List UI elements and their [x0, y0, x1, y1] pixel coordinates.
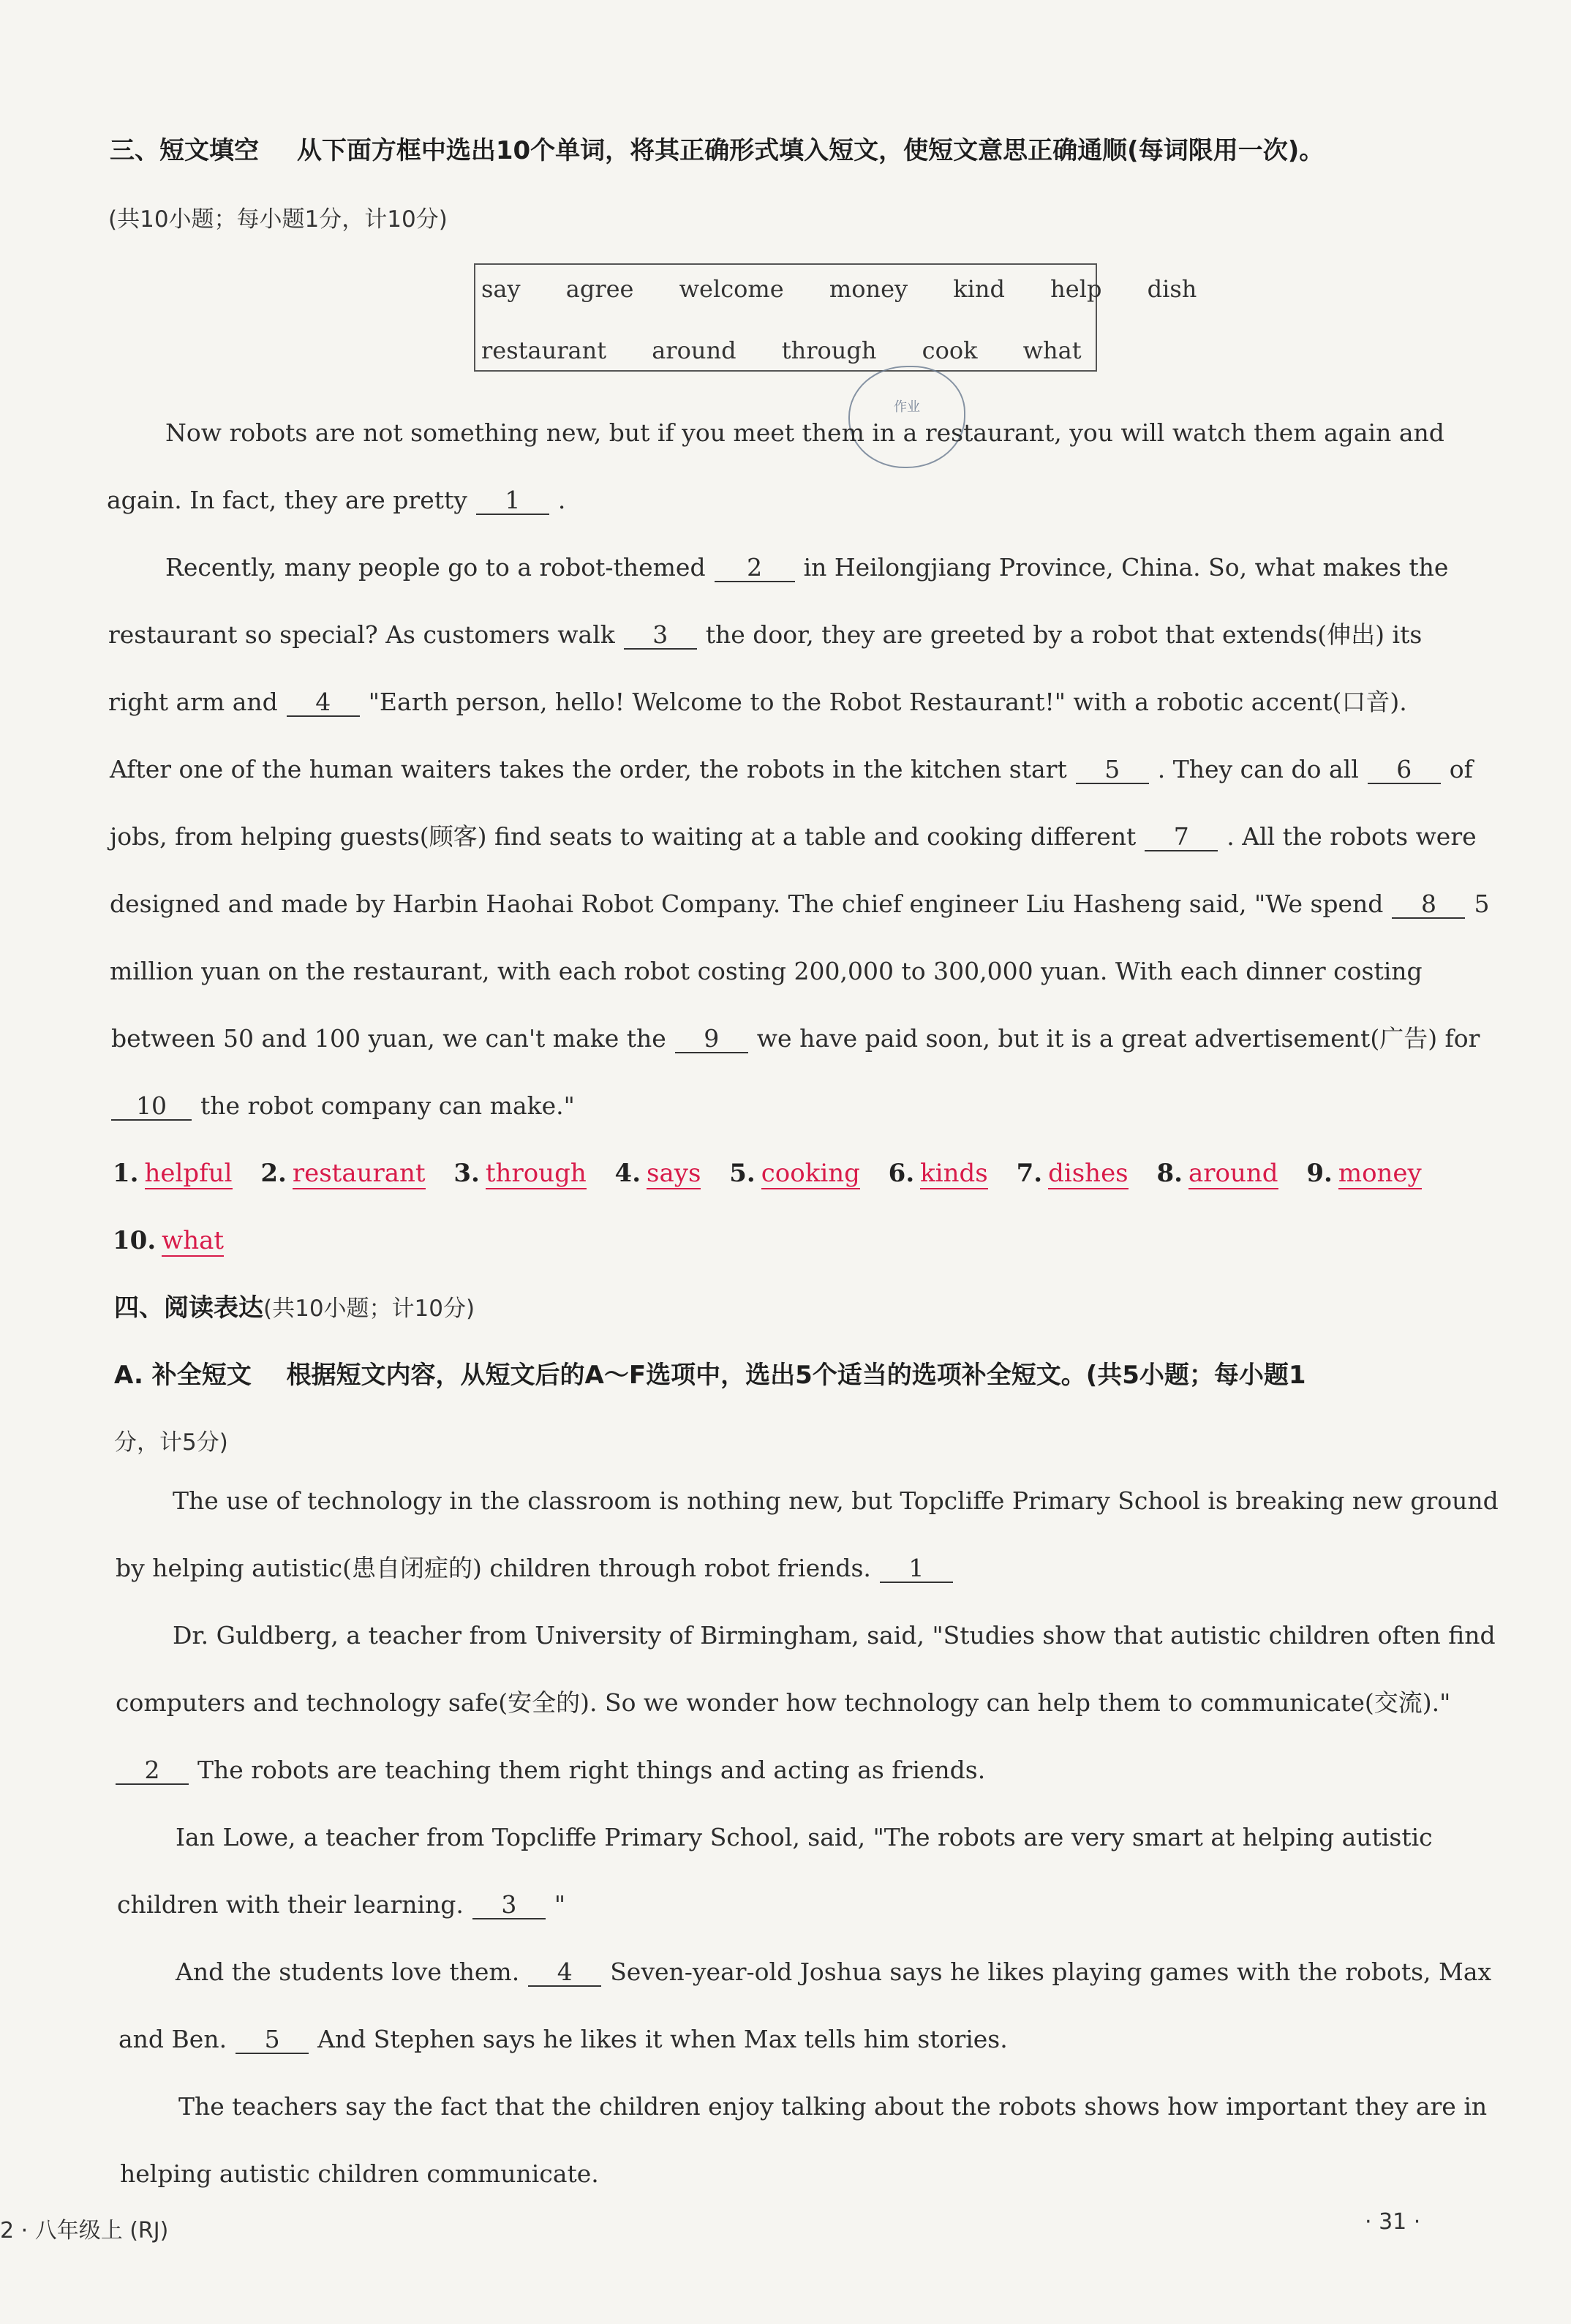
word-cook: cook — [922, 336, 978, 364]
stamp-text: 作业 — [894, 399, 920, 415]
section4-scoring: (共10小题；计10分) — [263, 1296, 475, 1322]
answer-3: 3. through — [453, 1159, 587, 1188]
passage-line: between 50 and 100 yuan, we can't make the 9 we have paid soon, but it is a great advertisement(广告) for — [111, 1024, 1480, 1053]
section3-instruction: 从下面方框中选出10个单词，将其正确形式填入短文，使短文意思正确通顺(每词限用一次)。 — [296, 136, 1325, 165]
answer-5: 5. cooking — [729, 1159, 860, 1188]
passage-line: children with their learning. 3 " — [117, 1890, 566, 1919]
blank-5[interactable]: 5 — [1076, 756, 1149, 784]
answer-8: 8. around — [1156, 1159, 1278, 1188]
passage-line: Recently, many people go to a robot-themed 2 in Heilongjiang Province, China. So, what makes the — [165, 553, 1449, 582]
footer-grade: 2 · 八年级上 (RJ) — [0, 2218, 169, 2244]
passage-line: by helping autistic(患自闭症的) children through robot friends. 1 — [116, 1554, 962, 1583]
passage-line: The use of technology in the classroom is nothing new, but Topcliffe Primary School is breaking new ground — [173, 1486, 1499, 1515]
blank-7[interactable]: 7 — [1145, 824, 1218, 851]
blank-4[interactable]: 4 — [287, 689, 360, 717]
partA-blank-3[interactable]: 3 — [472, 1892, 546, 1919]
section3-heading — [110, 130, 1324, 166]
word-dish: dish — [1147, 275, 1197, 303]
answer-6: 6. kinds — [888, 1159, 988, 1188]
passage-line: And the students love them. 4 Seven-year-old Joshua says he likes playing games with the robots, Max — [176, 1958, 1492, 1986]
blank-9[interactable]: 9 — [675, 1026, 748, 1053]
blank-6[interactable]: 6 — [1368, 756, 1441, 784]
word-welcome: welcome — [679, 275, 784, 303]
answer-row-1 — [113, 1159, 1442, 1188]
word-around: around — [652, 336, 736, 364]
partA-instruction-2: 分，计5分) — [114, 1429, 228, 1456]
partA-blank-5[interactable]: 5 — [236, 2026, 309, 2054]
blank-10[interactable]: 10 — [111, 1093, 192, 1121]
word-restaurant: restaurant — [481, 336, 607, 364]
passage-line: computers and technology safe(安全的). So we wonder how technology can help them to communicate(交流)." — [116, 1688, 1451, 1717]
passage-line: After one of the human waiters takes the order, the robots in the kitchen start 5 . They can do all 6 of — [110, 755, 1473, 783]
answer-9: 9. money — [1306, 1159, 1422, 1188]
answer-1: 1. helpful — [113, 1159, 233, 1188]
answer-7: 7. dishes — [1016, 1159, 1129, 1188]
word-agree: agree — [565, 275, 634, 303]
word-kind: kind — [953, 275, 1005, 303]
passage-line: Dr. Guldberg, a teacher from University of Birmingham, said, "Studies show that autistic children often find — [173, 1621, 1496, 1650]
answer-2: 2. restaurant — [260, 1159, 426, 1188]
passage-line: again. In fact, they are pretty 1 . — [107, 486, 566, 514]
word-box — [474, 263, 1197, 372]
passage-line: 10 the robot company can make." — [111, 1091, 575, 1121]
section4-heading — [114, 1287, 475, 1323]
passage-line: right arm and 4 "Earth person, hello! Welcome to the Robot Restaurant!" with a robotic accent(口音). — [108, 688, 1407, 716]
passage-line: jobs, from helping guests(顾客) find seats to waiting at a table and cooking different 7 . All the robots were — [110, 822, 1477, 851]
partA-blank-1[interactable]: 1 — [880, 1555, 953, 1583]
passage-line: helping autistic children communicate. — [120, 2159, 599, 2188]
answer-row-2 — [113, 1226, 244, 1255]
passage-line: designed and made by Harbin Haohai Robot Company. The chief engineer Liu Hasheng said, "We spend 8 5 — [110, 890, 1490, 918]
partA-instruction: 根据短文内容，从短文后的A～F选项中，选出5个适当的选项补全短文。(共5小题；每小题1 — [286, 1361, 1306, 1390]
partA-title: A. 补全短文 — [114, 1361, 252, 1390]
blank-1[interactable]: 1 — [476, 487, 549, 515]
passage-line: restaurant so special? As customers walk 3 the door, they are greeted by a robot that extends(伸出) its — [108, 620, 1423, 649]
answer-4: 4. says — [614, 1159, 701, 1188]
partA-blank-4[interactable]: 4 — [528, 1959, 601, 1987]
word-money: money — [829, 275, 908, 303]
passage-line: The teachers say the fact that the children enjoy talking about the robots shows how important they are in — [178, 2092, 1488, 2121]
passage-line: million yuan on the restaurant, with each robot costing 200,000 to 300,000 yuan. With each dinner costing — [110, 957, 1423, 985]
word-say: say — [481, 275, 521, 303]
blank-2[interactable]: 2 — [715, 554, 795, 582]
word-help: help — [1050, 275, 1102, 303]
passage-line: Ian Lowe, a teacher from Topcliffe Primary School, said, "The robots are very smart at helping autistic — [176, 1823, 1433, 1851]
section4-title: 四、阅读表达 — [114, 1293, 263, 1323]
partA-blank-2[interactable]: 2 — [116, 1757, 189, 1785]
word-box-row-1 — [481, 275, 1197, 303]
partA-heading — [114, 1355, 1306, 1391]
passage-line: Now robots are not something new, but if you meet them in a restaurant, you will watch them again and — [165, 418, 1444, 447]
blank-8[interactable]: 8 — [1392, 891, 1465, 919]
word-through: through — [781, 336, 877, 364]
word-what: what — [1022, 336, 1082, 364]
blank-3[interactable]: 3 — [624, 622, 697, 650]
homework-stamp — [848, 366, 965, 468]
page-number: · 31 · — [1365, 2209, 1421, 2235]
section3-title: 三、短文填空 — [110, 136, 259, 165]
word-box-row-2 — [481, 336, 1120, 364]
answer-10: 10. what — [113, 1226, 225, 1255]
section3-scoring: (共10小题；每小题1分，计10分) — [108, 206, 448, 233]
passage-line: and Ben. 5 And Stephen says he likes it when Max tells him stories. — [118, 2025, 1008, 2053]
passage-line: 2 The robots are teaching them right things and acting as friends. — [116, 1756, 985, 1785]
